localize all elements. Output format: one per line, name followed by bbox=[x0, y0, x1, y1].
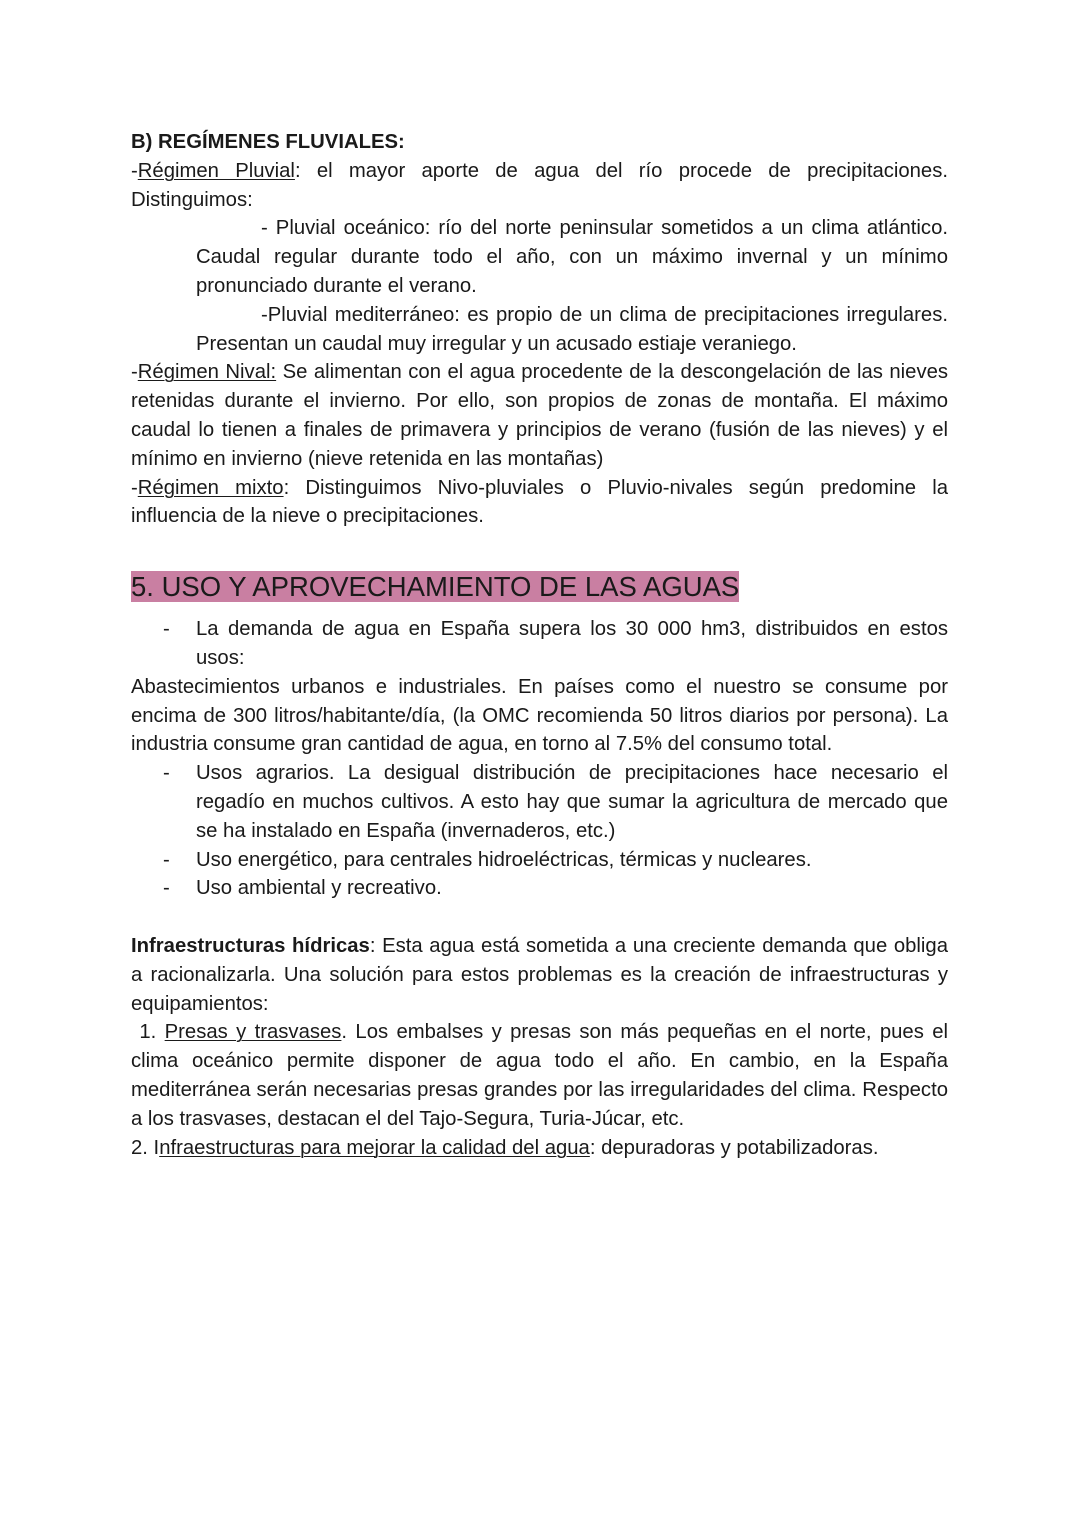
infraestructuras-paragraph bbox=[131, 932, 948, 1018]
nival-text: Se alimentan con el agua procedente de la descongelación de las nieves retenidas durante el invierno. Por ello, son propios de zonas de montaña. El máximo caudal lo tienen a finales de primavera y principios de verano (fusión de las nieves) y el mínimo en invierno (nieve retenida en las montañas) bbox=[131, 361, 949, 470]
mixto-paragraph bbox=[131, 474, 948, 532]
pluvial-text: : el mayor aporte de agua del río procede de precipitaciones. Distinguimos: bbox=[131, 159, 948, 211]
uso-energetico-text: Uso energético, para centrales hidroeléctricas, térmicas y nucleares. bbox=[196, 848, 812, 871]
section-b-title: B) REGÍMENES FLUVIALES: bbox=[131, 131, 405, 153]
item-2-prefix: 2. I bbox=[131, 1136, 160, 1159]
bullet-usos-agrarios bbox=[131, 759, 948, 845]
bullet-dash: - bbox=[163, 762, 170, 785]
item-2-label: nfraestructuras para mejorar la calidad del agua bbox=[159, 1136, 590, 1159]
item-1-label: Presas y trasvases bbox=[164, 1021, 342, 1044]
usos-agrarios-text: Usos agrarios. La desigual distribución de precipitaciones hace necesario el regadío en muchos cultivos. A esto hay que sumar la agricultura de mercado que se ha instalado en España (invernaderos, etc.) bbox=[196, 762, 948, 842]
document-content bbox=[131, 128, 948, 1162]
bullet-uso-ambiental bbox=[131, 874, 948, 903]
pluvial-label: Régimen Pluvial bbox=[137, 159, 295, 182]
section-5-heading: 5. USO Y APROVECHAMIENTO DE LAS AGUAS bbox=[131, 571, 740, 603]
item-1-text: . Los embalses y presas son más pequeñas en el norte, pues el clima oceánico permite disponer de agua todo el año. En cambio, en la España mediterránea serán necesarias presas grandes por las irregularidades del clima. Respecto a los trasvases, destacan el del Tajo-Segura, Turia-Júcar, etc. bbox=[131, 1021, 948, 1130]
infraestructuras-text: : Esta agua está sometida a una creciente demanda que obliga a racionalizarla. Una solución para estos problemas es la creación de infraestructuras y equipamientos: bbox=[131, 934, 948, 1015]
item-1-paragraph bbox=[131, 1018, 948, 1133]
nival-label: Régimen Nival: bbox=[137, 361, 277, 384]
bullet-dash: - bbox=[163, 877, 170, 900]
pluvial-prefix: - bbox=[131, 159, 138, 182]
item-2-text: : depuradoras y potabilizadoras. bbox=[589, 1136, 879, 1159]
infraestructuras-label: Infraestructuras hídricas bbox=[131, 934, 370, 957]
mixto-label: Régimen mixto bbox=[137, 476, 284, 499]
bullet-uso-energetico bbox=[131, 846, 948, 875]
bullet-dash: - bbox=[163, 848, 170, 871]
nival-paragraph bbox=[131, 358, 948, 473]
nival-prefix: - bbox=[131, 361, 138, 384]
item-2-paragraph bbox=[131, 1134, 948, 1163]
abastecimientos-paragraph: Abastecimientos urbanos e industriales. En países como el nuestro se consume por encima de 300 litros/habitante/día, (la OMC recomienda 50 litros diarios por persona). La industria consume gran cantidad de agua, en torno al 7.5% del consumo total. bbox=[131, 675, 948, 756]
bullet-dash: - bbox=[163, 618, 170, 641]
item-1-prefix: 1. bbox=[131, 1021, 165, 1044]
demanda-text: La demanda de agua en España supera los 30 000 hm3, distribuidos en estos usos: bbox=[196, 618, 948, 669]
pluvial-mediterraneo-paragraph: -Pluvial mediterráneo: es propio de un clima de precipitaciones irregulares. Presentan un caudal muy irregular y un acusado estiaje veraniego. bbox=[196, 303, 948, 355]
pluvial-paragraph bbox=[131, 157, 948, 215]
mixto-text: : Distinguimos Nivo-pluviales o Pluvio-nivales según predomine la influencia de la nieve o precipitaciones. bbox=[131, 476, 948, 528]
mixto-prefix: - bbox=[131, 476, 138, 499]
section-5-heading-wrap bbox=[131, 569, 948, 605]
spacer bbox=[131, 903, 948, 932]
pluvial-oceanico-paragraph: - Pluvial oceánico: río del norte peninsular sometidos a un clima atlántico. Caudal regular durante todo el año, con un máximo invernal y un mínimo pronunciado durante el verano. bbox=[196, 217, 948, 297]
uso-ambiental-text: Uso ambiental y recreativo. bbox=[196, 877, 442, 900]
bullet-demanda bbox=[131, 615, 948, 673]
